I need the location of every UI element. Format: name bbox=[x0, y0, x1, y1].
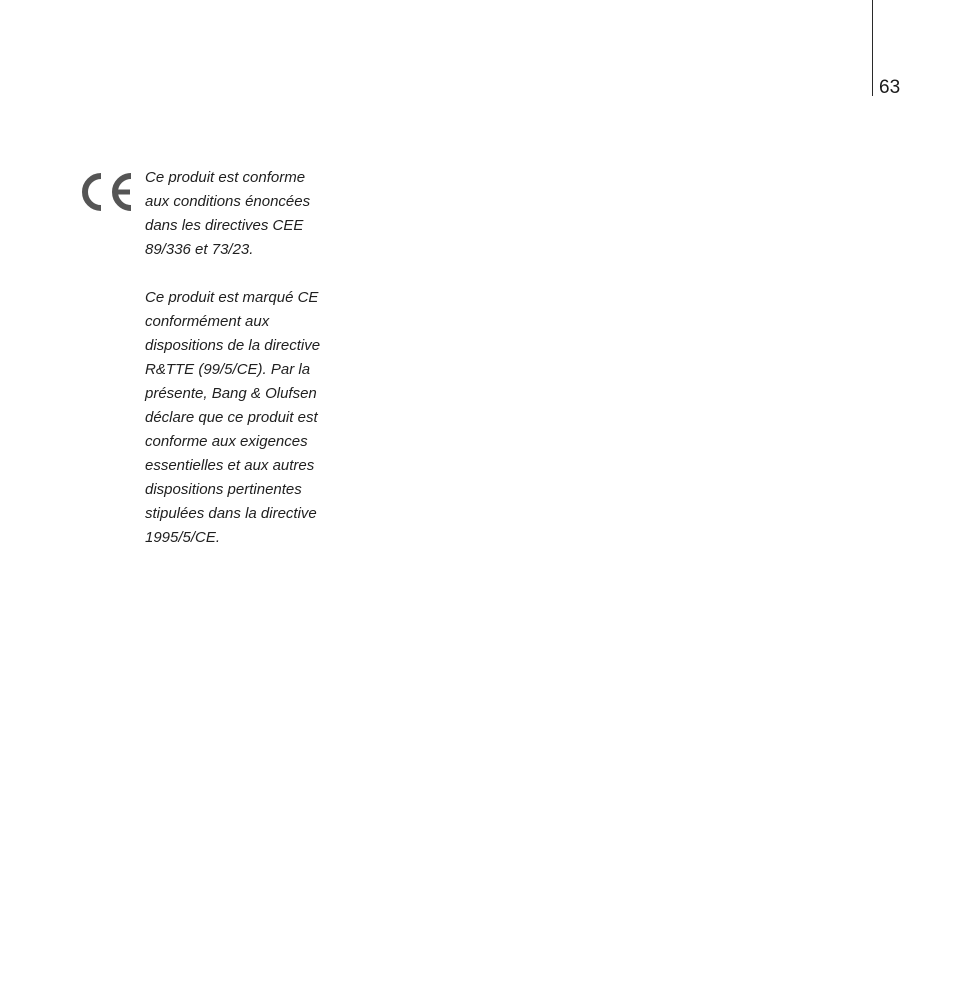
text-line: 89/336 et 73/23. bbox=[145, 241, 254, 258]
text-line: Ce produit est marqué CE bbox=[145, 289, 319, 306]
compliance-text bbox=[145, 166, 345, 550]
text-line: essentielles et aux autres bbox=[145, 457, 315, 474]
text-line: Ce produit est conforme bbox=[145, 169, 306, 186]
text-line: dans les directives CEE bbox=[145, 217, 304, 234]
text-line: 1995/5/CE. bbox=[145, 529, 221, 546]
text-line: conformément aux bbox=[145, 313, 270, 330]
text-line: R&TTE (99/5/CE). Par la bbox=[145, 361, 311, 378]
ce-mark-icon bbox=[80, 173, 134, 211]
text-line: présente, Bang & Olufsen bbox=[145, 385, 317, 402]
page-number: 63 bbox=[879, 77, 901, 98]
text-line: dispositions pertinentes bbox=[145, 481, 302, 498]
paragraph-directives bbox=[145, 166, 345, 262]
text-line: stipulées dans la directive bbox=[145, 505, 317, 522]
page-divider-line bbox=[872, 0, 873, 96]
text-line: aux conditions énoncées bbox=[145, 193, 311, 210]
text-line: dispositions de la directive bbox=[145, 337, 321, 354]
text-line: conforme aux exigences bbox=[145, 433, 308, 450]
text-line: déclare que ce produit est bbox=[145, 409, 318, 426]
paragraph-rtte-declaration bbox=[145, 286, 345, 550]
